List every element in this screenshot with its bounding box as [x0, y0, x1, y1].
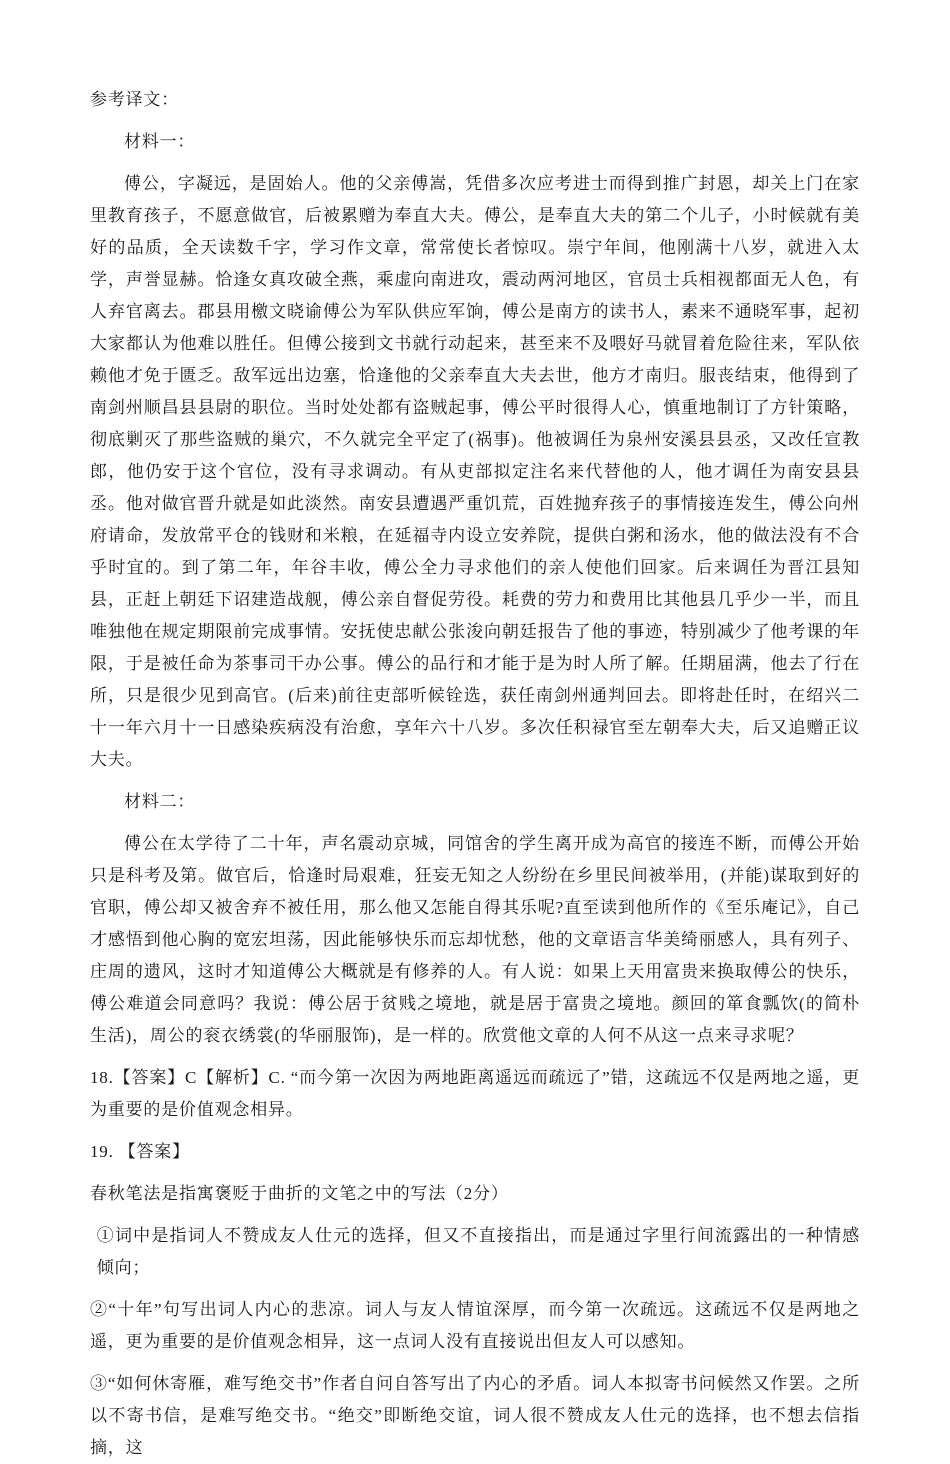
answer-19-heading: 19. 【答案】	[90, 1142, 190, 1161]
answer-19-point-1: ①词中是指词人不赞成友人仕元的选择，但又不直接指出，而是通过字里行间流露出的一种情感倾向；	[96, 1226, 860, 1277]
answer-19-definition: 春秋笔法是指寓褒贬于曲折的文笔之中的写法（2分）	[90, 1184, 509, 1203]
answer-19-point-3: ③“如何休寄雁，难写绝交书”作者自问自答写出了内心的矛盾。词人本拟寄书问候然又作罢。之所以不寄书信，是难写绝交书。“绝交”即断绝交谊，词人很不赞成友人仕元的选择，也不想去信指摘，这	[90, 1374, 860, 1457]
reference-translation-heading: 参考译文：	[90, 90, 179, 109]
answer-19-point-2: ②“十年”句写出词人内心的悲凉。词人与友人情谊深厚，而今第一次疏远。这疏远不仅是两地之遥，更为重要的是价值观念相异，这一点词人没有直接说出但友人可以感知。	[90, 1300, 860, 1351]
answer-18-paragraph: 18.【答案】C【解析】C. “而今第一次因为两地距离遥远而疏远了”错，这疏远不仅是两地之遥，更为重要的是价值观念相异。	[90, 1068, 860, 1119]
material2-label: 材料二：	[124, 792, 196, 811]
material2-paragraph: 傅公在太学待了二十年，声名震动京城，同馆舍的学生离开成为高官的接连不断，而傅公开始只是科考及第。做官后，恰逢时局艰难，狂妄无知之人纷纷在乡里民间被举用，(并能)谋取到好的官职，傅公却又被舍弃不被任用，那么他又怎能自得其乐呢?直至读到他所作的《至乐庵记》，自己才感悟到他心胸的宽宏坦荡，因此能够快乐而忘却忧愁，他的文章语言华美绮丽感人，具有列子、庄周的遗风，这时才知道傅公大概就是有修养的人。有人说：如果上天用富贵来换取傅公的快乐，傅公难道会同意吗？我说：傅公居于贫贱之境地，就是居于富贵之境地。颜回的箪食瓢饮(的简朴生活)，周公的衮衣绣裳(的华丽服饰)，是一样的。欣赏他文章的人何不从这一点来寻求呢？	[90, 834, 860, 1045]
material1-label: 材料一：	[124, 132, 196, 151]
material1-paragraph: 傅公，字凝远，是固始人。他的父亲傅嵩，凭借多次应考进士而得到推广封恩，却关上门在家里教育孩子，不愿意做官，后被累赠为奉直大夫。傅公，是奉直大夫的第二个儿子，小时候就有美好的品质，全天读数千字，学习作文章，常常使长者惊叹。崇宁年间，他刚满十八岁，就进入太学，声誉显赫。恰逢女真攻破全燕，乘虚向南进攻，震动两河地区，官员士兵相视都面无人色，有人弃官离去。郡县用檄文晓谕傅公为军队供应军饷，傅公是南方的读书人，素来不通晓军事，起初大家都认为他难以胜任。但傅公接到文书就行动起来，甚至来不及喂好马就冒着危险往来，军队依赖他才免于匮乏。敌军远出边塞，恰逢他的父亲奉直大夫去世，他方才南归。服丧结束，他得到了南剑州顺昌县县尉的职位。当时处处都有盗贼起事，傅公平时很得人心，慎重地制订了方针策略，彻底剿灭了那些盗贼的巢穴，不久就完全平定了(祸事)。他被调任为泉州安溪县县丞，又改任宣教郎，他仍安于这个官位，没有寻求调动。有从吏部拟定注名来代替他的人，他才调任为南安县县丞。他对做官晋升就是如此淡然。南安县遭遇严重饥荒，百姓抛弃孩子的事情接连发生，傅公向州府请命，发放常平仓的钱财和米粮，在延福寺内设立安养院，提供白粥和汤水，他的做法没有不合乎时宜的。到了第二年，年谷丰收，傅公全力寻求他们的亲人使他们回家。后来调任为晋江县知县，正赶上朝廷下诏建造战舰，傅公亲自督促劳役。耗费的劳力和费用比其他县几乎少一半，而且唯独他在规定期限前完成事情。安抚使忠献公张浚向朝廷报告了他的事迹，特别减少了他考课的年限，于是被任命为茶事司干办公事。傅公的品行和才能于是为时人所了解。任期届满，他去了行在所，只是很少见到高官。(后来)前往吏部听候铨选，获任南剑州通判回去。即将赴任时，在绍兴二十一年六月十一日感染疾病没有治愈，享年六十八岁。多次任积禄官至左朝奉大夫，后又追赠正议大夫。	[90, 174, 860, 769]
